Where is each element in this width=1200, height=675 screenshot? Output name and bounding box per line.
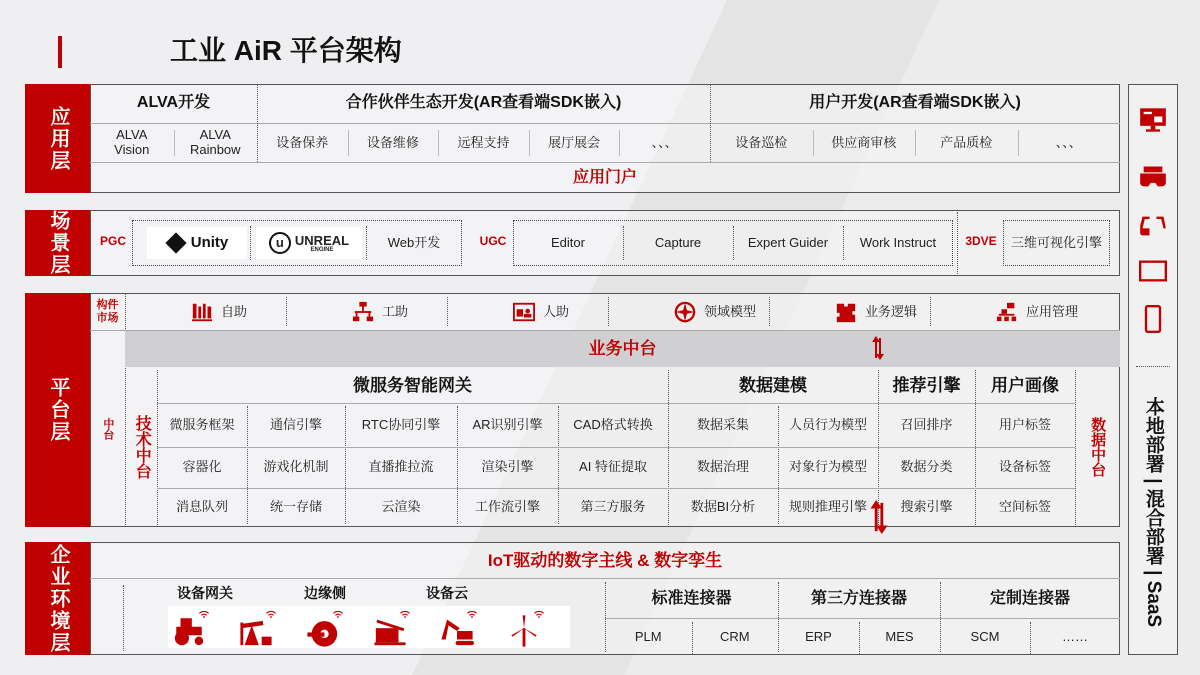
connector-item[interactable]: SCM [970, 628, 1000, 644]
gateway-cell[interactable]: 工作流引擎 [474, 499, 540, 515]
app-item[interactable]: 、、、 [651, 134, 678, 150]
connector-title: 定制连接器 [989, 589, 1070, 607]
dotted-divider [1030, 622, 1031, 654]
unreal-logo[interactable] [256, 227, 362, 259]
modeling-cell[interactable]: 人员行为模型 [788, 416, 867, 432]
monitor-icon [1139, 106, 1167, 134]
business-middle-platform: 业务中台 [125, 331, 1120, 367]
app-group-title: 合作伙伴生态开发(AR查看端SDK嵌入) [345, 94, 622, 112]
divider [348, 130, 349, 156]
sync-arrows-icon [866, 336, 890, 360]
connector-item[interactable]: …… [1062, 628, 1088, 644]
dotted-divider [957, 212, 958, 274]
sync-arrows-icon [862, 500, 896, 534]
wifi-icon [533, 608, 545, 620]
profile-cell[interactable]: 空间标签 [998, 499, 1051, 515]
wifi-icon [466, 608, 478, 620]
divider [1018, 130, 1019, 156]
gateway-cell[interactable]: 通信引擎 [269, 416, 322, 432]
deployment-modes: 本地部署 | 混合部署 | SaaS [1142, 397, 1164, 628]
dotted-divider [247, 406, 248, 524]
layer-label-scene: 场景层 [25, 210, 90, 276]
dotted-divider [608, 297, 609, 326]
dotted-divider [447, 297, 448, 326]
recommend-cell[interactable]: 召回排序 [900, 416, 953, 432]
pgc-label: PGC [99, 234, 126, 249]
iot-digital-thread: IoT驱动的数字主线 & 数字孪生 [487, 550, 723, 570]
dotted-divider [457, 406, 458, 524]
device-category-label: 设备云 [426, 584, 468, 601]
gateway-cell[interactable]: 云渲染 [381, 499, 421, 515]
dotted-divider [710, 84, 711, 162]
app-item[interactable]: 设备巡检 [735, 134, 788, 150]
connector-item[interactable]: ERP [805, 628, 832, 644]
dotted-divider [843, 226, 844, 260]
recommend-engine-title: 推荐引擎 [892, 375, 961, 395]
app-group-title: ALVA开发 [136, 94, 211, 112]
dve-item[interactable]: 三维可视化引擎 [1010, 234, 1102, 250]
compass-icon [674, 301, 696, 323]
device-category-label: 设备网关 [177, 584, 233, 601]
market-item-1[interactable]: 工助 [382, 303, 409, 319]
wifi-icon [399, 608, 411, 620]
gateway-cell[interactable]: CAD格式转换 [573, 416, 653, 432]
dotted-divider [286, 297, 287, 326]
modeling-cell[interactable]: 数据治理 [696, 459, 749, 475]
market-item-0[interactable]: 自助 [221, 303, 248, 319]
gateway-cell[interactable]: 第三方服务 [580, 499, 646, 515]
dotted-divider [930, 297, 931, 326]
dotted-divider [345, 406, 346, 524]
ar-glasses-icon [1139, 212, 1167, 240]
wifi-icon [332, 608, 344, 620]
ugc-item[interactable]: Editor [551, 234, 585, 250]
divider [1136, 366, 1170, 367]
ugc-label: UGC [479, 234, 507, 249]
dotted-divider [123, 585, 124, 651]
books-icon [191, 301, 213, 323]
gateway-cell[interactable]: 容器化 [182, 459, 222, 475]
app-item[interactable]: 远程支持 [457, 134, 510, 150]
market-item-3[interactable]: 领域模型 [704, 303, 757, 319]
gateway-cell[interactable]: AI 特征提取 [579, 459, 647, 475]
unity-icon [165, 232, 186, 253]
data-middle-platform-label: 数据中台 [1089, 417, 1107, 477]
phone-icon [1139, 305, 1167, 333]
wifi-icon [198, 608, 210, 620]
unreal-icon: u [269, 232, 291, 254]
dotted-divider [769, 297, 770, 326]
layer-label-platform: 平台层 [25, 293, 90, 527]
dotted-divider [623, 226, 624, 260]
app-portal: 应用门户 [572, 168, 637, 186]
component-market-label: 构件 市场 [96, 298, 119, 324]
modeling-cell[interactable]: 数据采集 [696, 416, 749, 432]
connector-item[interactable]: MES [885, 628, 914, 644]
video-call-icon [513, 301, 535, 323]
gateway-title: 微服务智能网关 [353, 375, 472, 395]
divider [157, 403, 1075, 404]
flowchart-icon [352, 301, 374, 323]
dotted-divider [692, 622, 693, 654]
market-item-4[interactable]: 业务逻辑 [865, 303, 918, 319]
middle-platform-label: 中台 [101, 417, 114, 440]
gateway-cell[interactable]: 渲染引擎 [481, 459, 534, 475]
unreal-sub-label: ENGINE [310, 246, 334, 253]
modeling-cell[interactable]: 规则推理引擎 [788, 499, 867, 515]
data-modeling-title: 数据建模 [739, 375, 807, 395]
app-item[interactable]: 、、、 [1055, 134, 1082, 150]
wifi-icon [265, 608, 277, 620]
layer-label-enterprise: 企业环境层 [25, 542, 90, 655]
market-item-2[interactable]: 人助 [543, 303, 570, 319]
gateway-cell[interactable]: 消息队列 [175, 499, 228, 515]
dotted-divider [733, 226, 734, 260]
divider [813, 130, 814, 156]
dotted-divider [250, 226, 251, 260]
app-item[interactable]: 展厅展会 [548, 134, 601, 150]
dotted-divider [859, 622, 860, 654]
divider [605, 618, 1120, 619]
tech-middle-platform-label: 技术中台 [133, 415, 151, 479]
divider [529, 130, 530, 156]
gateway-cell[interactable]: 游戏化机制 [263, 459, 329, 475]
page-title: 工业 AiR 平台架构 [170, 34, 402, 66]
divider [157, 488, 1075, 489]
dve-label: 3DVE [965, 234, 997, 249]
app-item[interactable]: 产品质检 [940, 134, 993, 150]
tablet-icon [1139, 257, 1167, 285]
gateway-cell[interactable]: RTC协同引擎 [361, 416, 441, 432]
title-accent-bar [58, 36, 62, 68]
profile-cell[interactable]: 设备标签 [998, 459, 1051, 475]
divider [438, 130, 439, 156]
gateway-cell[interactable]: 统一存储 [269, 499, 322, 515]
puzzle-icon [835, 301, 857, 323]
connector-title: 标准连接器 [651, 589, 732, 607]
divider [90, 578, 1120, 579]
gateway-cell[interactable]: 微服务框架 [169, 416, 235, 432]
connector-item[interactable]: CRM [719, 628, 750, 644]
app-item[interactable]: 设备维修 [366, 134, 419, 150]
unity-label: Unity [190, 234, 229, 252]
ugc-item[interactable]: Capture [654, 234, 702, 250]
ugc-item[interactable]: Work Instruct [859, 234, 937, 250]
gateway-cell[interactable]: 直播推拉流 [368, 459, 434, 475]
unreal-label: UNREAL [294, 232, 350, 248]
dotted-divider [558, 406, 559, 524]
dotted-divider [257, 84, 258, 162]
vr-headset-icon [1139, 163, 1167, 191]
app-item[interactable]: ALVA Vision [114, 127, 150, 157]
dotted-divider [778, 582, 779, 652]
web-dev-item[interactable]: Web开发 [387, 234, 441, 250]
dotted-divider [778, 406, 779, 524]
connector-item[interactable]: PLM [634, 628, 662, 644]
connector-title: 第三方连接器 [810, 589, 907, 607]
divider [90, 123, 1120, 124]
profile-cell[interactable]: 用户标签 [998, 416, 1051, 432]
app-item[interactable]: 设备保养 [276, 134, 329, 150]
modeling-cell[interactable]: 对象行为模型 [788, 459, 867, 475]
user-profile-title: 用户画像 [991, 375, 1059, 395]
modeling-cell[interactable]: 数据BI分析 [690, 499, 756, 515]
device-category-label: 边缘侧 [304, 584, 346, 601]
layer-label-app: 应用层 [25, 84, 90, 193]
divider [619, 130, 620, 156]
recommend-cell[interactable]: 搜索引擎 [900, 499, 953, 515]
dotted-divider [940, 582, 941, 652]
recommend-cell[interactable]: 数据分类 [900, 459, 953, 475]
app-item[interactable]: 供应商审核 [831, 134, 897, 150]
market-item-5[interactable]: 应用管理 [1026, 303, 1079, 319]
unity-logo[interactable] [147, 227, 247, 259]
gateway-cell[interactable]: AR识别引擎 [472, 416, 543, 432]
app-group-title: 用户开发(AR查看端SDK嵌入) [809, 94, 1021, 112]
divider [157, 447, 1075, 448]
app-item[interactable]: ALVA Rainbow [189, 127, 241, 157]
hierarchy-icon [996, 301, 1018, 323]
divider [915, 130, 916, 156]
divider [174, 130, 175, 156]
ugc-item[interactable]: Expert Guider [747, 234, 829, 250]
